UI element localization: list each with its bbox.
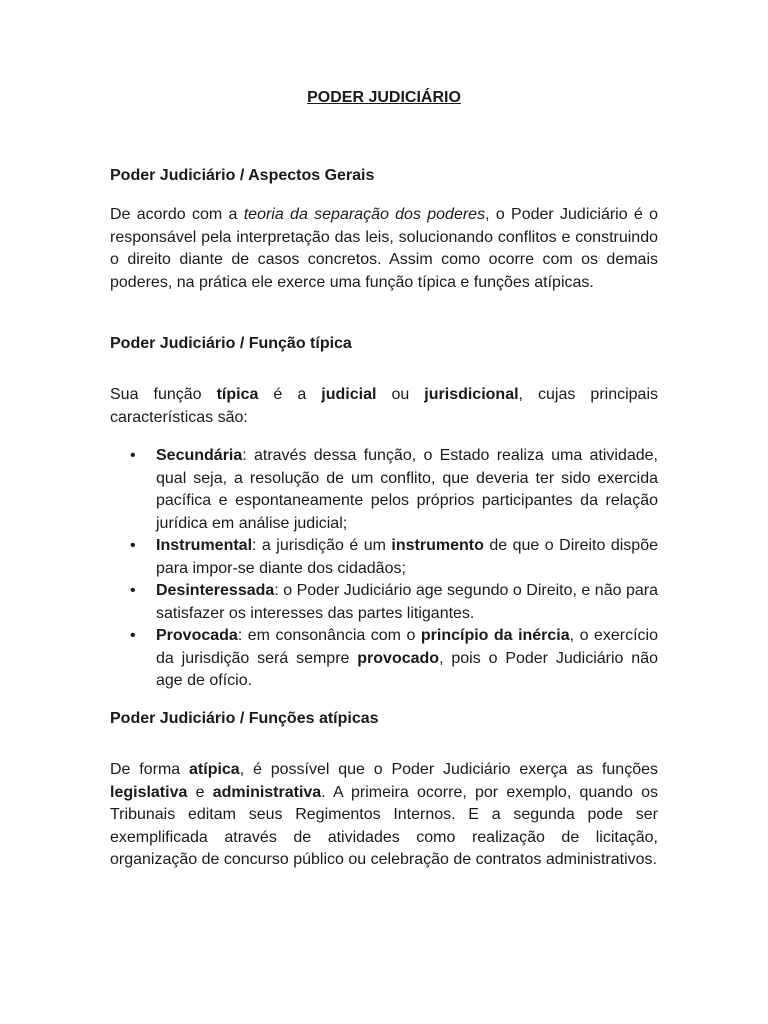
text-run: : a jurisdição é um	[252, 537, 392, 554]
paragraph-funcao-tipica	[110, 384, 658, 429]
text-run: Sua função	[110, 386, 217, 403]
text-run: , é possível que o Poder Judiciário exerça as funções	[239, 761, 658, 778]
text-run: , cujas principais características são:	[110, 386, 659, 426]
list-item-instrumental	[110, 535, 658, 580]
text-run: : em consonância com o	[237, 627, 421, 644]
paragraph-funcoes-atipicas	[110, 759, 658, 872]
bold-text-run: Instrumental	[156, 537, 253, 554]
list-item-desinteressada	[110, 580, 658, 625]
bold-text-run: típica	[216, 386, 259, 403]
bullet-icon: •	[130, 582, 136, 599]
list-item-provocada	[110, 625, 658, 693]
list-item-secundaria	[110, 445, 658, 535]
bullet-icon: •	[130, 447, 136, 464]
section-heading-aspectos-gerais: Poder Judiciário / Aspectos Gerais	[110, 167, 375, 184]
bold-text-run: atípica	[189, 761, 240, 778]
text-run: . A primeira ocorre, por exemplo, quando os Tribunais editam seus Regimentos Internos. E a segunda pode ser exemplificada através de atividades como realização de licitação, organização de concurso público ou celebração de contratos administrativos.	[110, 783, 659, 868]
bullet-icon: •	[130, 537, 136, 554]
document-title: PODER JUDICIÁRIO	[307, 89, 461, 106]
bold-text-run: instrumento	[391, 537, 484, 554]
text-run: de que o Direito dispõe para impor-se diante dos cidadãos;	[156, 537, 659, 577]
italic-text-run: teoria da separação dos poderes	[243, 206, 486, 223]
text-run: ou	[376, 386, 425, 403]
text-run: , o exercício da jurisdição será sempre	[156, 627, 658, 667]
section-heading-funcao-tipica: Poder Judiciário / Função típica	[110, 335, 352, 352]
bold-text-run: judicial	[321, 386, 377, 403]
text-run: , pois o Poder Judiciário não age de ofício.	[156, 649, 658, 689]
bold-text-run: provocado	[357, 649, 440, 667]
text-run: De forma	[110, 761, 190, 778]
bold-text-run: Provocada	[156, 627, 238, 644]
text-run: e	[187, 783, 213, 801]
text-run: : através dessa função, o Estado realiza uma atividade, qual seja, a resolução de um conflito, que deveria ter sido exercida pacífica e espontaneamente pelos próprios participantes da relação jurídica em análise judicial;	[156, 447, 658, 532]
bullet-icon: •	[130, 627, 136, 644]
bold-text-run: jurisdicional	[424, 386, 519, 403]
bold-text-run: administrativa	[212, 783, 322, 801]
text-run: , o Poder Judiciário é o responsável pela interpretação das leis, solucionando conflitos e construindo o direito diante de casos concretos. Assim como ocorre com os demais poderes, na prática ele exerce uma função típica e funções atípicas.	[110, 206, 659, 291]
bold-text-run: princípio da inércia	[420, 627, 570, 644]
text-run: : o Poder Judiciário age segundo o Direito, e não para satisfazer os interesses das partes litigantes.	[156, 582, 658, 622]
text-run: De acordo com a	[110, 206, 244, 223]
characteristics-list	[110, 445, 658, 693]
bold-text-run: Desinteressada	[156, 582, 275, 599]
bold-text-run: Secundária	[156, 447, 243, 464]
section-heading-funcoes-atipicas: Poder Judiciário / Funções atípicas	[110, 710, 379, 727]
paragraph-aspectos-gerais	[110, 204, 658, 294]
bold-text-run: legislativa	[110, 783, 188, 801]
text-run: é a	[258, 386, 322, 403]
